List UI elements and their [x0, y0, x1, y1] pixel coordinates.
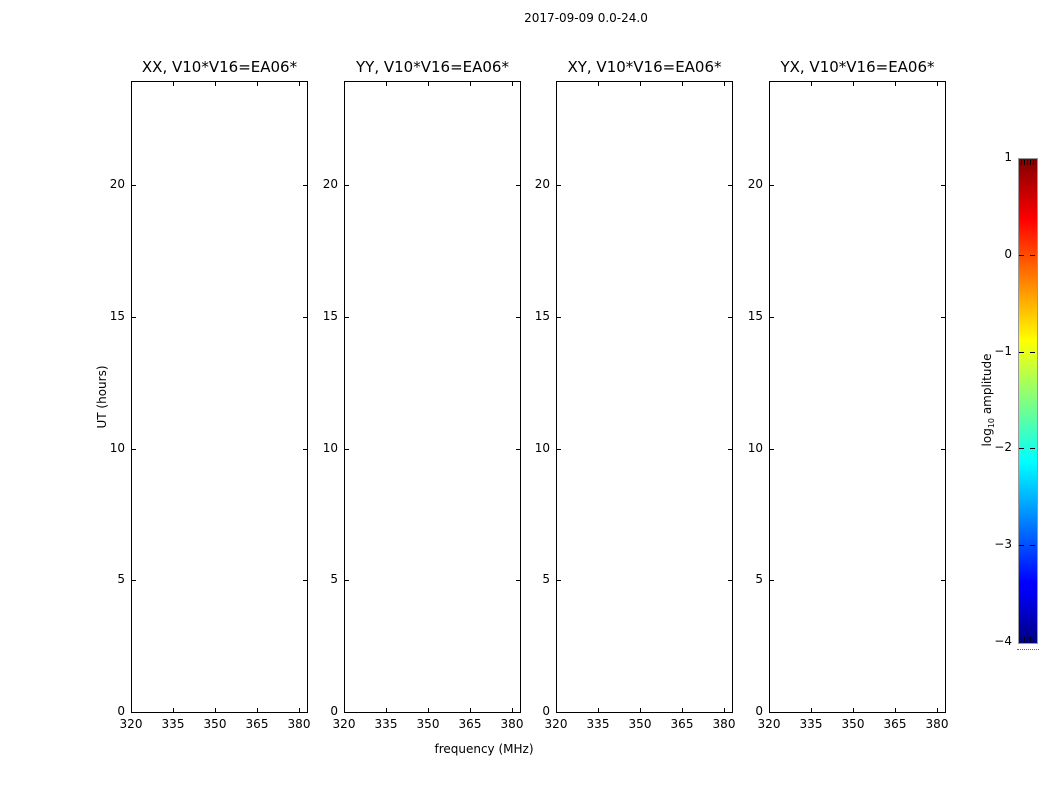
y-tick-mark — [557, 580, 561, 581]
x-tick-mark — [173, 82, 174, 86]
y-tick-label: 10 — [322, 441, 338, 455]
y-tick-label: 10 — [747, 441, 763, 455]
y-tick-label: 15 — [322, 309, 338, 323]
colorbar-tick-label: 1 — [1004, 150, 1012, 164]
colorbar-tick-mark — [1019, 545, 1024, 546]
y-tick-mark — [303, 580, 307, 581]
y-tick-mark — [557, 449, 561, 450]
y-tick-mark — [303, 449, 307, 450]
y-tick-label: 10 — [534, 441, 550, 455]
colorbar-tick-mark — [1019, 255, 1024, 256]
y-tick-mark — [728, 317, 732, 318]
x-tick-label: 335 — [799, 717, 823, 731]
x-tick-mark — [173, 708, 174, 712]
x-tick-mark — [724, 82, 725, 86]
x-tick-mark — [386, 708, 387, 712]
y-tick-label: 20 — [534, 177, 550, 191]
x-tick-label: 350 — [416, 717, 440, 731]
y-tick-label: 15 — [109, 309, 125, 323]
x-tick-label: 380 — [925, 717, 949, 731]
x-tick-mark — [257, 708, 258, 712]
y-tick-mark — [941, 317, 945, 318]
x-tick-label: 350 — [841, 717, 865, 731]
x-tick-label: 335 — [374, 717, 398, 731]
y-tick-mark — [557, 185, 561, 186]
x-tick-mark — [682, 708, 683, 712]
y-tick-mark — [345, 580, 349, 581]
x-tick-label: 365 — [883, 717, 907, 731]
y-axis-label: UT (hours) — [95, 365, 109, 429]
colorbar-label — [927, 335, 1047, 465]
colorbar-label-pre: log — [980, 428, 994, 447]
x-tick-mark — [386, 82, 387, 86]
colorbar-tick-label: 0 — [1004, 247, 1012, 261]
x-tick-label: 320 — [332, 717, 356, 731]
x-axis-label: frequency (MHz) — [434, 742, 534, 756]
panel-title: YY, V10*V16=EA06* — [356, 58, 509, 76]
x-tick-mark — [257, 82, 258, 86]
x-tick-mark — [853, 708, 854, 712]
y-tick-mark — [941, 580, 945, 581]
x-tick-mark — [895, 82, 896, 86]
colorbar-tick-label: −4 — [994, 634, 1012, 648]
y-tick-mark — [770, 580, 774, 581]
x-tick-label: 365 — [245, 717, 269, 731]
x-tick-mark — [853, 82, 854, 86]
colorbar-label-post: amplitude — [980, 353, 994, 418]
colorbar-tick-label: −3 — [994, 537, 1012, 551]
y-tick-mark — [770, 317, 774, 318]
y-tick-label: 0 — [117, 704, 125, 718]
x-tick-label: 380 — [500, 717, 524, 731]
y-tick-mark — [516, 317, 520, 318]
y-tick-label: 5 — [117, 572, 125, 586]
x-tick-label: 365 — [670, 717, 694, 731]
x-tick-mark — [428, 708, 429, 712]
x-tick-mark — [470, 82, 471, 86]
y-tick-mark — [728, 580, 732, 581]
y-tick-mark — [132, 317, 136, 318]
x-tick-label: 320 — [757, 717, 781, 731]
y-tick-mark — [516, 449, 520, 450]
y-tick-label: 0 — [330, 704, 338, 718]
y-tick-mark — [516, 185, 520, 186]
subplot-panel-xy — [556, 81, 733, 713]
x-tick-mark — [937, 82, 938, 86]
x-tick-label: 350 — [628, 717, 652, 731]
x-tick-mark — [598, 82, 599, 86]
x-tick-mark — [299, 82, 300, 86]
figure-title: 2017-09-09 0.0-24.0 — [524, 11, 648, 25]
y-tick-mark — [303, 317, 307, 318]
y-tick-label: 20 — [109, 177, 125, 191]
x-tick-mark — [598, 708, 599, 712]
x-tick-label: 380 — [712, 717, 736, 731]
x-tick-mark — [811, 708, 812, 712]
x-tick-label: 350 — [203, 717, 227, 731]
x-tick-label: 380 — [287, 717, 311, 731]
panel-title: YX, V10*V16=EA06* — [780, 58, 935, 76]
y-tick-mark — [516, 580, 520, 581]
x-tick-label: 320 — [119, 717, 143, 731]
colorbar-tick-mark — [1030, 545, 1035, 546]
colorbar-dotted-line — [1017, 649, 1039, 650]
x-tick-mark — [811, 82, 812, 86]
subplot-panel-yx — [769, 81, 946, 713]
y-tick-mark — [345, 449, 349, 450]
y-tick-mark — [770, 185, 774, 186]
x-tick-mark — [512, 82, 513, 86]
x-tick-label: 335 — [586, 717, 610, 731]
y-tick-label: 0 — [542, 704, 550, 718]
y-tick-mark — [728, 449, 732, 450]
y-tick-label: 15 — [534, 309, 550, 323]
y-tick-label: 10 — [109, 441, 125, 455]
y-tick-mark — [728, 185, 732, 186]
y-tick-mark — [132, 580, 136, 581]
y-tick-mark — [557, 317, 561, 318]
x-tick-mark — [215, 82, 216, 86]
y-tick-label: 5 — [330, 572, 338, 586]
y-tick-label: 5 — [755, 572, 763, 586]
y-tick-mark — [770, 449, 774, 450]
panel-title: XY, V10*V16=EA06* — [567, 58, 722, 76]
y-tick-mark — [941, 185, 945, 186]
x-tick-mark — [937, 708, 938, 712]
y-tick-mark — [345, 185, 349, 186]
x-tick-mark — [299, 708, 300, 712]
x-tick-mark — [512, 708, 513, 712]
colorbar-tick-mark — [1030, 255, 1035, 256]
x-tick-mark — [640, 82, 641, 86]
x-tick-mark — [682, 82, 683, 86]
colorbar-tick-label: −2 — [994, 440, 1012, 454]
y-tick-label: 15 — [747, 309, 763, 323]
x-tick-mark — [215, 708, 216, 712]
x-tick-label: 320 — [544, 717, 568, 731]
panel-title: XX, V10*V16=EA06* — [141, 58, 298, 76]
colorbar-minor-ticks-bottom — [1021, 637, 1035, 642]
x-tick-mark — [724, 708, 725, 712]
colorbar-label-subscript: 10 — [987, 417, 996, 429]
y-tick-label: 0 — [755, 704, 763, 718]
x-tick-mark — [428, 82, 429, 86]
x-tick-mark — [895, 708, 896, 712]
x-tick-mark — [470, 708, 471, 712]
x-tick-mark — [640, 708, 641, 712]
colorbar-tick-label: −1 — [994, 344, 1012, 358]
y-tick-mark — [132, 185, 136, 186]
x-tick-label: 335 — [161, 717, 185, 731]
colorbar-minor-ticks-top — [1021, 160, 1035, 165]
y-tick-label: 20 — [322, 177, 338, 191]
subplot-panel-yy — [344, 81, 521, 713]
y-tick-label: 5 — [542, 572, 550, 586]
y-tick-mark — [345, 317, 349, 318]
y-tick-label: 20 — [747, 177, 763, 191]
x-tick-label: 365 — [458, 717, 482, 731]
y-tick-mark — [303, 185, 307, 186]
